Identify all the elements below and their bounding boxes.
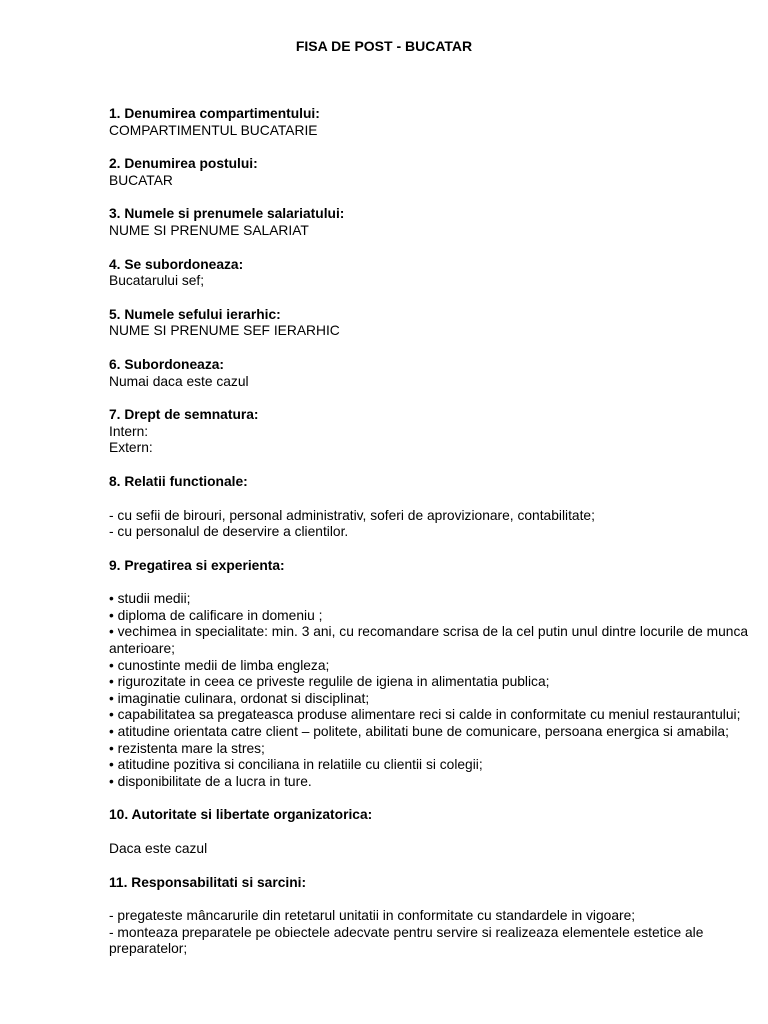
section-line: Bucatarului sef; [109,273,205,289]
section-heading: 1. Denumirea compartimentului: [109,106,320,121]
section-7 [109,407,749,457]
section-10 [109,807,749,857]
section-heading: 4. Se subordoneaza: [109,256,244,272]
section-3 [109,206,749,239]
section-2 [109,156,749,189]
section-heading: 9. Pregatirea si experienta: [109,557,285,573]
bullet-item: • capabilitatea sa pregateasca produse alimentare reci si calde in conformitate cu meniul restaurantului; [109,707,741,723]
section-line: Daca este cazul [109,841,208,856]
section-heading: 2. Denumirea postului: [109,156,258,172]
bullet-item: • cunostinte medii de limba engleza; [109,657,330,673]
section-9 [109,558,749,791]
section-line: Numai daca este cazul [109,373,249,389]
section-line: BUCATAR [109,172,173,188]
section-line: - cu sefii de birouri, personal administrativ, soferi de aprovizionare, contabilitate; [109,507,595,523]
bullet-item: • diploma de calificare in domeniu ; [109,607,323,623]
section-heading: 5. Numele sefului ierarhic: [109,306,281,322]
section-8 [109,474,749,541]
section-line: NUME SI PRENUME SALARIAT [109,222,309,238]
bullet-item: • vechimea in specialitate: min. 3 ani, cu recomandare scrisa de la cel putin unul dintre locurile de munca anterioare; [109,624,749,657]
section-5 [109,307,749,340]
section-heading: 10. Autoritate si libertate organizatorica: [109,807,373,823]
bullet-item: • rezistenta mare la stres; [109,740,265,756]
document-body [109,106,749,975]
section-line: Intern: [109,423,149,439]
section-1 [109,106,749,139]
bullet-item: • rigurozitate in ceea ce priveste regulile de igiena in alimentatia publica; [109,674,550,690]
section-6 [109,357,749,390]
bullet-item: • atitudine pozitiva si conciliana in relatiile cu clientii si colegii; [109,757,483,773]
section-line: - monteaza preparatele pe obiectele adecvate pentru servire si realizeaza elementele estetice ale preparatelor; [109,924,704,957]
section-heading: 7. Drept de semnatura: [109,407,259,423]
bullet-item: • atitudine orientata catre client – politete, abilitati bune de comunicare, persoana energica si amabila; [109,724,729,740]
bullet-item: • disponibilitate de a lucra in ture. [109,773,312,789]
bullet-item: • imaginatie culinara, ordonat si disciplinat; [109,690,370,706]
section-heading: 3. Numele si prenumele salariatului: [109,206,345,222]
section-line: Extern: [109,440,153,456]
bullet-item: • studii medii; [109,591,191,607]
document-title: FISA DE POST - BUCATAR [295,38,473,54]
section-heading: 8. Relatii functionale: [109,473,248,489]
section-11 [109,875,749,958]
section-line: - pregateste mâncarurile din retetarul unitatii in conformitate cu standardele in vigoare; [109,908,636,924]
section-line: - cu personalul de deservire a clientilor. [109,524,349,540]
section-line: NUME SI PRENUME SEF IERARHIC [109,323,340,339]
section-heading: 11. Responsabilitati si sarcini: [109,874,307,890]
section-heading: 6. Subordoneaza: [109,356,224,372]
section-line: COMPARTIMENTUL BUCATARIE [109,122,318,138]
section-4 [109,257,749,290]
